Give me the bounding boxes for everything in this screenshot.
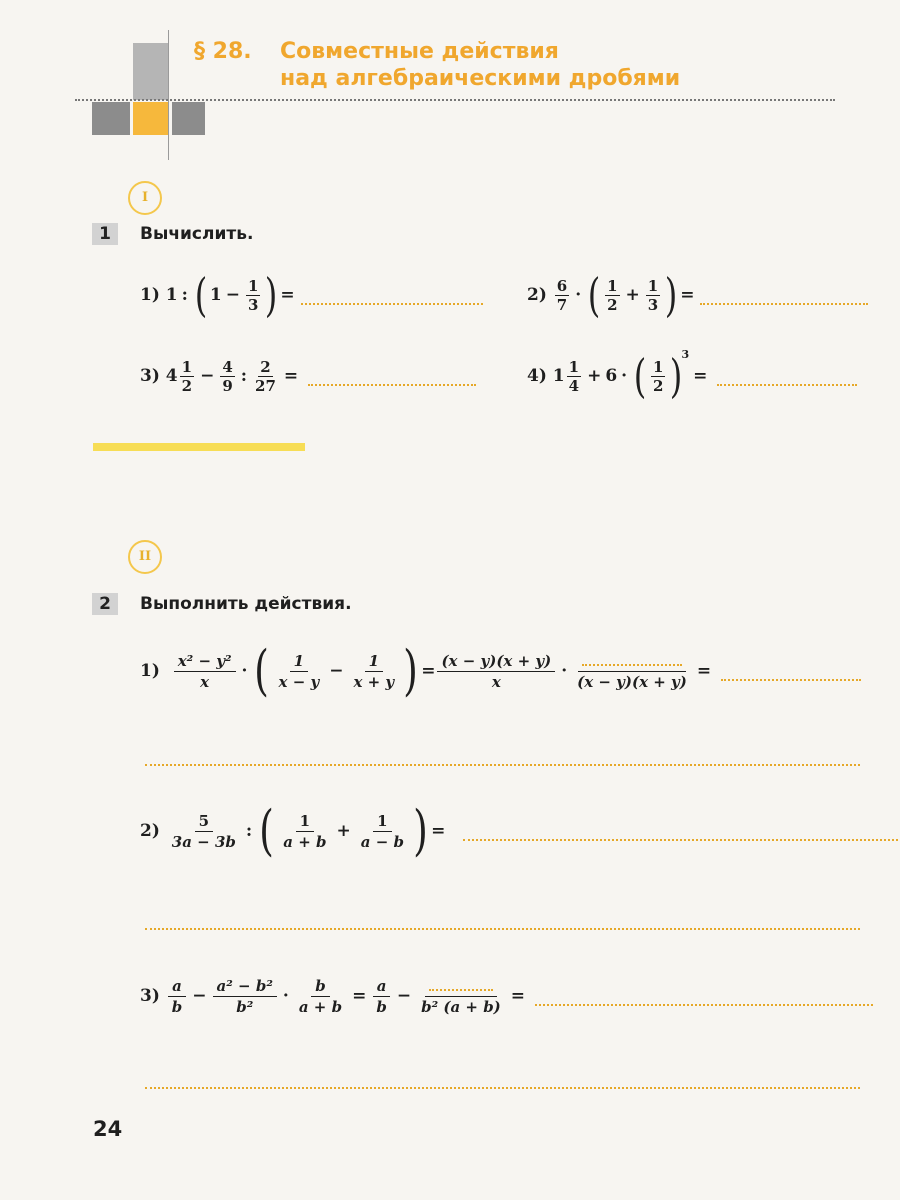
fraction: $\frac{a}{b}$: [372, 976, 391, 1017]
fraction: $\frac{1}{2}$: [653, 357, 664, 395]
operator: −: [225, 285, 240, 305]
fraction: $\frac{5}{3a - 3b}$: [171, 811, 236, 851]
header-grey-block-left: [92, 102, 130, 135]
fraction: $\frac{1}{x - y}$: [278, 651, 320, 691]
operator: ·: [561, 661, 568, 681]
equals: =: [510, 986, 526, 1006]
equals: =: [283, 366, 299, 386]
answer-blank[interactable]: [308, 383, 476, 386]
left-paren: (: [259, 799, 275, 862]
fraction: $\frac{\text{x² − y²}}{x}$: [174, 651, 236, 692]
fraction: $\frac{4}{9}$: [222, 357, 233, 395]
task1-item1: [140, 268, 483, 322]
title-line-2: над алгебраическими дробями: [280, 66, 681, 91]
operator: −: [192, 986, 207, 1006]
operator: ·: [282, 986, 289, 1006]
equals: =: [680, 285, 695, 305]
header-vertical-line: [168, 30, 169, 160]
level-marker-2: II: [128, 540, 162, 574]
header-dotted-line: [75, 99, 835, 101]
exponent: 3: [681, 347, 690, 361]
fraction: $\frac{a}{b}$: [168, 976, 187, 1017]
right-paren: ): [413, 799, 428, 862]
item-label: 3): [140, 366, 160, 386]
equals: =: [696, 661, 712, 681]
answer-line[interactable]: [145, 764, 860, 766]
header-orange-block: [133, 102, 168, 135]
fraction: $\frac{\text{a² − b²}}{\text{b²}}$: [213, 976, 277, 1017]
item-label: 4): [527, 366, 547, 386]
number: 1: [209, 285, 222, 305]
item-label: 1): [140, 285, 160, 305]
fraction: $\frac{1}{4}$: [568, 357, 580, 395]
number: 6: [605, 366, 618, 386]
answer-blank[interactable]: [717, 383, 857, 386]
number: 1: [165, 285, 178, 305]
task2-item2: [140, 799, 898, 862]
blank-numerator[interactable]: [425, 976, 497, 997]
equals: =: [693, 366, 708, 386]
fraction: $\frac{1}{2}$: [181, 357, 193, 395]
answer-line[interactable]: [145, 1087, 860, 1089]
operator: +: [336, 821, 351, 841]
fraction: b² (a + b): [417, 976, 505, 1017]
fraction: $\frac{1}{x + y}$: [353, 651, 395, 691]
title-line-1: Совместные действия: [280, 39, 559, 64]
answer-blank[interactable]: [463, 838, 898, 841]
task-title-1: Вычислить.: [140, 224, 254, 244]
fraction: $\frac{1}{2}$: [607, 276, 618, 314]
task1-item4: [527, 347, 857, 403]
operator: −: [200, 366, 215, 386]
operator: −: [329, 661, 344, 681]
level-marker-1: I: [128, 181, 162, 215]
header-grey-block-top: [133, 43, 168, 100]
fraction: $\frac{1}{a - b}$: [360, 811, 404, 851]
answer-blank[interactable]: [721, 678, 861, 681]
blank-numerator[interactable]: [578, 651, 686, 672]
fraction: $\frac{b}{a + b}$: [298, 976, 343, 1016]
task2-item1: [140, 639, 861, 702]
fraction: $\frac{1}{a + b}$: [283, 811, 327, 851]
operator: :: [240, 366, 248, 386]
task-title-2: Выполнить действия.: [140, 594, 352, 614]
page-number: 24: [93, 1117, 123, 1141]
item-label: 1): [140, 661, 160, 681]
yellow-separator-bar: [93, 443, 305, 451]
equals: =: [431, 821, 446, 841]
item-label: 2): [140, 821, 160, 841]
operator: :: [245, 821, 253, 841]
section-number: § 28.: [194, 39, 252, 64]
right-paren: ): [403, 639, 419, 702]
answer-line[interactable]: [145, 928, 860, 930]
left-paren: (: [194, 268, 208, 322]
fraction: $\frac{2}{27}$: [255, 357, 276, 395]
operator: ·: [241, 661, 248, 681]
task1-item2: [527, 268, 868, 322]
item-label: 2): [527, 285, 547, 305]
header-grey-block-right: [172, 102, 205, 135]
operator: −: [396, 986, 412, 1006]
answer-blank[interactable]: [700, 302, 868, 305]
fraction: $\frac{1}{3}$: [647, 276, 659, 314]
operator: ·: [575, 285, 582, 305]
answer-blank[interactable]: [301, 302, 483, 305]
task-number-1: 1: [92, 223, 118, 245]
answer-blank[interactable]: [535, 1003, 873, 1006]
section-title: [194, 38, 680, 92]
equals: =: [352, 986, 367, 1006]
left-paren: (: [587, 268, 601, 322]
item-label: 3): [140, 986, 160, 1006]
operator: +: [587, 366, 602, 386]
equals: =: [280, 285, 295, 305]
task2-item3: [140, 968, 873, 1024]
right-paren: ): [664, 268, 678, 322]
fraction: $\frac{1}{3}$: [247, 276, 259, 314]
operator: :: [181, 285, 188, 305]
left-paren: (: [633, 349, 647, 403]
number: 1: [552, 366, 565, 386]
fraction: (x − y)(x + y): [573, 651, 691, 692]
task-number-2: 2: [92, 593, 118, 615]
operator: ·: [621, 366, 628, 386]
left-paren: (: [254, 639, 270, 702]
right-paren: ): [265, 268, 278, 322]
task1-item3: [140, 353, 476, 399]
operator: +: [625, 285, 640, 305]
number: 4: [165, 366, 178, 386]
fraction: $\frac{(x - y)(x + y)}{x}$: [437, 651, 555, 692]
equals: =: [421, 661, 436, 681]
right-paren: ): [670, 349, 683, 403]
fraction: $\frac{6}{7}$: [556, 276, 568, 314]
